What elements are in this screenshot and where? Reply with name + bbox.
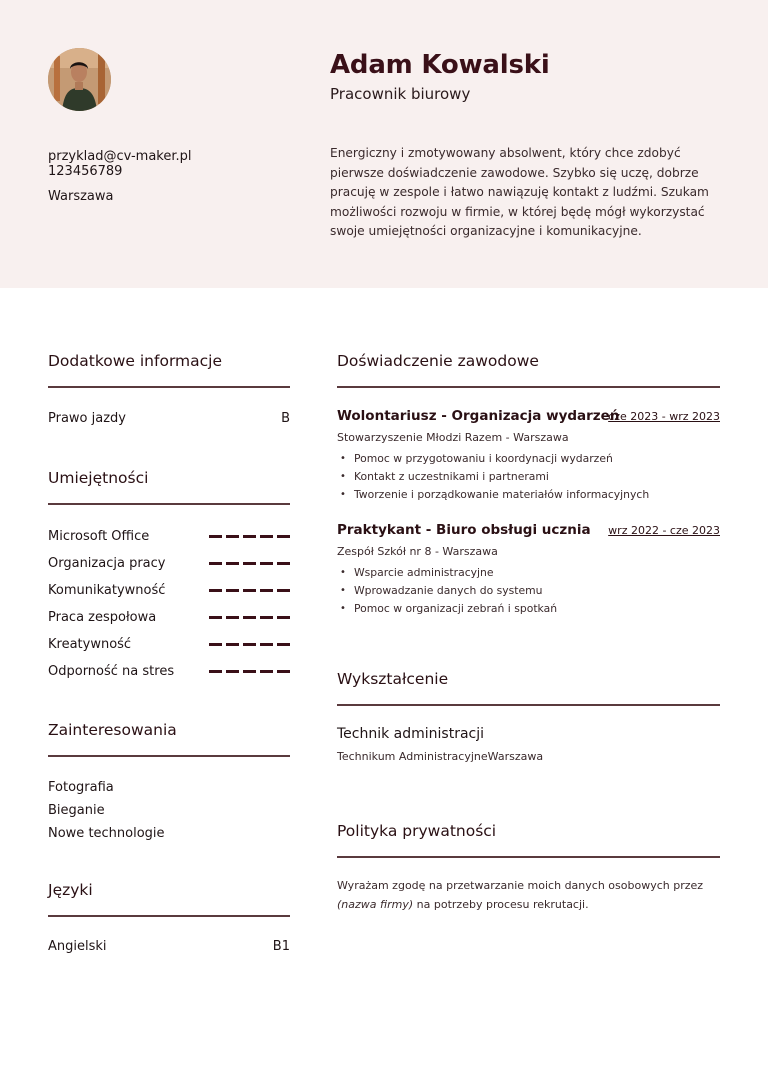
education-school: Technikum AdministracyjneWarszawa [337, 750, 544, 763]
skill-row [48, 529, 290, 544]
list-item: • Wsparcie administracyjne [340, 565, 557, 583]
list-item: • Kontakt z uczestnikami i partnerami [340, 469, 649, 487]
divider [48, 915, 290, 917]
language-label: Angielski [48, 939, 107, 954]
skill-level-bars [209, 616, 290, 619]
experience-heading: Doświadczenie zawodowe [337, 352, 539, 370]
skill-label: Komunikatywność [48, 583, 166, 598]
additional-info-row [48, 411, 290, 426]
skill-level-bars [209, 670, 290, 673]
header-banner [0, 0, 768, 288]
languages-heading: Języki [48, 881, 93, 899]
privacy-company-placeholder: (nazwa firmy) [337, 897, 414, 911]
job-organization: Stowarzyszenie Młodzi Razem - Warszawa [337, 431, 569, 444]
skill-level-bars [209, 562, 290, 565]
privacy-heading: Polityka prywatności [337, 822, 497, 840]
language-row [48, 939, 290, 954]
skill-label: Organizacja pracy [48, 556, 166, 571]
divider [337, 386, 720, 388]
divider [337, 704, 720, 706]
list-item: • Pomoc w organizacji zebrań i spotkań [340, 601, 557, 619]
skill-row [48, 583, 290, 598]
email-text: przyklad@cv-maker.pl [48, 149, 192, 164]
interests-heading: Zainteresowania [48, 721, 177, 739]
job-dates: cze 2023 - wrz 2023 [608, 410, 720, 423]
interest-item: Nowe technologie [48, 826, 165, 841]
list-item: • Pomoc w przygotowaniu i koordynacji wydarzeń [340, 451, 649, 469]
language-level: B1 [272, 939, 290, 954]
skill-label: Kreatywność [48, 637, 132, 652]
job-duties-list [340, 451, 649, 505]
divider [48, 386, 290, 388]
skill-label: Microsoft Office [48, 529, 150, 544]
skill-level-bars [209, 589, 290, 592]
privacy-text: Wyrażam zgodę na przetwarzanie moich danych osobowych przez [337, 879, 704, 892]
phone-text: 123456789 [48, 164, 123, 179]
list-item: • Wprowadzanie danych do systemu [340, 583, 557, 601]
skills-heading: Umiejętności [48, 469, 149, 487]
avatar [48, 48, 111, 111]
job-position: Praktykant - Biuro obsługi ucznia [337, 522, 591, 538]
profile-summary: Energiczny i zmotywowany absolwent, który chce zdobyć pierwsze doświadczenie zawodowe. Szybko się uczę, dobrze pracuję w zespole i łatwo nawiązuję kontakt z ludźmi. Szukam możliwości rozwoju w firmie, w której będę mógł wykorzystać swoje umiejętności organizacyjne i komunikacyjne. [330, 146, 709, 238]
info-value: B [281, 411, 290, 426]
privacy-consent-text [337, 877, 717, 914]
city-text: Warszawa [48, 189, 114, 204]
skill-level-bars [209, 643, 290, 646]
skill-row [48, 637, 290, 652]
interest-item: Bieganie [48, 803, 105, 818]
skill-row [48, 610, 290, 625]
skill-label: Odporność na stres [48, 664, 175, 679]
interest-item: Fotografia [48, 780, 114, 795]
list-item: • Tworzenie i porządkowanie materiałów informacyjnych [340, 487, 649, 505]
skill-level-bars [209, 535, 290, 538]
education-heading: Wykształcenie [337, 670, 449, 688]
divider [48, 755, 290, 757]
divider [337, 856, 720, 858]
privacy-text: na potrzeby procesu rekrutacji. [413, 897, 589, 911]
additional-info-heading: Dodatkowe informacje [48, 352, 223, 370]
education-degree: Technik administracji [337, 726, 485, 742]
skill-row [48, 664, 290, 679]
divider [48, 503, 290, 505]
skill-label: Praca zespołowa [48, 610, 157, 625]
job-position: Wolontariusz - Organizacja wydarzeń [337, 408, 620, 424]
skill-row [48, 556, 290, 571]
job-dates: wrz 2022 - cze 2023 [608, 524, 720, 537]
job-title: Pracownik biurowy [330, 85, 471, 103]
person-name: Adam Kowalski [330, 50, 550, 80]
job-organization: Zespół Szkół nr 8 - Warszawa [337, 545, 498, 558]
job-duties-list [340, 565, 557, 619]
info-label: Prawo jazdy [48, 411, 126, 426]
contact-info [48, 149, 192, 204]
